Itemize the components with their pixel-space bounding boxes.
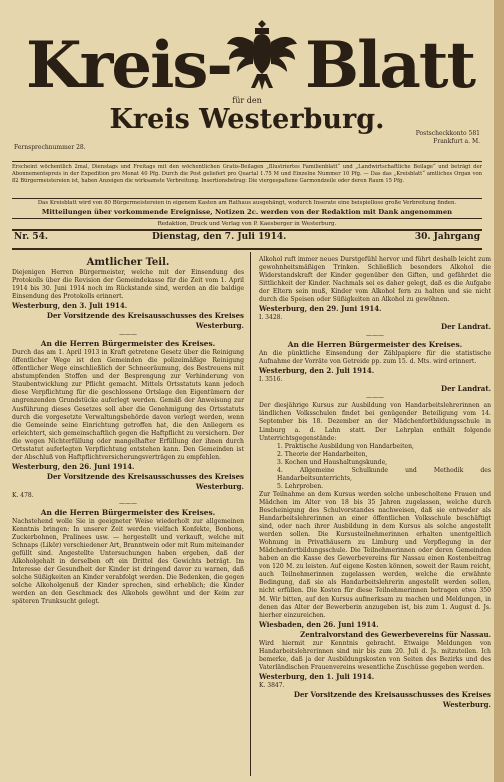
list-item: 2. Theorie der Handarbeiten,: [277, 450, 368, 458]
article-signature: Der Vorsitzende des Kreisausschusses des Kreises Westerburg.: [46, 471, 244, 491]
article-date: Westerburg, den 1. Juli 1914.: [259, 671, 375, 681]
reference-number: K. 478.: [12, 491, 34, 499]
postcheck-info: [416, 130, 480, 146]
divider: [12, 198, 482, 199]
postcheck-line-1: Postscheckkonto 581: [415, 130, 480, 137]
issue-volume: 30. Jahrgang: [414, 232, 480, 242]
list-item: 4. Allgemeine Schulkunde und Methodik des Handarbeitsunterrichts,: [277, 466, 491, 482]
section-title: Amtlicher Teil.: [86, 257, 170, 268]
article-date: Westerburg, den 2. Juli 1914.: [259, 366, 375, 376]
article-text: Nachstehend wolle Sie in geeigneter Weise wiederholt zur allgemeinen Kenntnis bringen: In unserer Zeit werden vielfach Konfekte, Bonbons, Zuckerbohnen, Pralinees usw. — hergestellt und verkauft, welche mit Schnaps (Likör) verschiedener Art, Branntwein oder mit Rum miteinander gefüllt sind. Angestellte Untersuchungen haben ergeben, daß der Alkoholgehalt in derselben oft ein Drittel des Gewichts beträgt. Im Interesse der Gesundheit der Kinder ist dringend davor zu warnen, daß solche Süßigkeiten an Kinder verabfolgt werden. Die Bedenken, die gegen solche Alkoholgenuß der Kinder sprechen, sind erheblich; die Kinder werden an den Geschmack des Alkohols gewöhnt und der Keim zur späteren Trunksucht gelegt.: [12, 517, 244, 606]
curriculum-list: [259, 443, 491, 491]
divider: [12, 229, 482, 231]
article-signature: Zentralvorstand des Gewerbevereins für Nassau.: [300, 629, 491, 639]
article-heading: An die Herren Bürgermeister des Kreises.: [40, 339, 216, 349]
article-text: Der diesjährige Kursus zur Ausbildung von Handarbeitslehrerinnen an ländlichen Volksschulen findet bei genügender Beteiligung vom 14. September bis 18. Dezember an der Mädchenfortbildungsschule in Limburg a. d. Lahn statt. Der Lehrplan enthält folgende Unterrichtsgegenstände:: [259, 402, 491, 442]
list-item: 3. Kochen und Haushaltungskunde,: [277, 458, 388, 466]
separator-text: ———: [119, 331, 137, 339]
divider: [12, 161, 482, 162]
notice-line: Das Kreisblatt wird von 80 Bürgermeistereien in eigenem Kasten am Rathaus ausgehängt, wodurch Inserate eine beispiellose große Verbreitung finden.: [37, 200, 457, 206]
motto-line: Mitteilungen über vorkommende Ereignisse, Notizen 2c. werden von der Redaktion mit Dank angenommen: [41, 208, 453, 216]
issue-row: [12, 232, 482, 246]
left-column: [12, 256, 244, 776]
list-item: 5. Lehrproben.: [277, 482, 324, 490]
right-column: [259, 256, 491, 776]
article-date: Westerburg, den 26. Juni 1914.: [12, 461, 135, 471]
separator-text: ———: [366, 332, 384, 340]
prussian-eagle-icon: [227, 14, 297, 98]
article-text: Diejenigen Herren Bürgermeister, welche mit der Einsendung des Protokolls über die Revision der Gemeindekasse für die Zeit vom 1. April 1914 bis 30. Juni 1914 noch im Rückstande sind, werden an die baldige Einsendung des Protokolls erinnert.: [12, 269, 244, 301]
phone-number: Fernsprechnummer 28.: [14, 144, 86, 151]
reference-number: I. 3428.: [259, 314, 283, 322]
list-item: 1. Praktische Ausbildung von Handarbeiten,: [277, 442, 414, 450]
article-signature: Der Landrat.: [441, 322, 491, 332]
divider: [12, 218, 482, 219]
masthead-fuer-den: für den: [232, 96, 262, 105]
article-signature: Der Landrat.: [441, 384, 491, 394]
masthead-subtitle: Kreis Westerburg.: [109, 104, 385, 135]
article-text: Wird hiermit zur Kenntnis gebracht. Etwaige Meldungen von Handarbeitslehrerinnen sind mir bis zum 20. Juli d. Js. mitzuteilen. Ich bemerke, daß ja der Ausbildungskosten von Seiten des Bezirks und des Vaterländischen Frauenvereins wesentliche Zuschüsse gegeben werden.: [259, 639, 491, 671]
column-divider: [250, 252, 251, 776]
reference-number: I. 3516.: [259, 376, 283, 384]
imprint-line: Redaktion, Druck und Verlag von P. Kaesberger in Westerburg.: [157, 221, 337, 227]
postcheck-line-2: Frankfurt a. M.: [433, 138, 480, 145]
separator-text: ———: [366, 394, 384, 402]
article-signature: Der Vorsitzende des Kreisausschusses des Kreises Westerburg.: [46, 311, 244, 331]
article-text: Zur Teilnahme an dem Kursus werden solche unbescholtene Frauen und Mädchen im Alter von 18 bis 35 Jahren zugelassen, welche durch Bescheinigung des Schulvorstandes nachweisen, daß sie entweder als Handarbeitslehrerinnen an einer öffentlichen Volksschule beschäftigt sind, oder nach ihrer Ausbildung in dem Kursus als solche angestellt werden sollen. Die Kursusteilnehmerinnen erhalten unentgeltlich Wohnung in Privathäusern zu Limburg und Verpflegung in der Mädchenfortbildungsschule. Die Teilnehmerinnen oder deren Gemeinden haben an die Kasse des Gewerbevereins für Nassau einen Kostenbeitrag von 120 M. zu leisten. Auf eigene Kosten können, soweit der Raum reicht, auch Teilnehmerinnen zugelassen werden, welche die erwähnte Bedingung, daß sie als Handarbeitslehrerin angestellt werden sollen, nicht erfüllen. Die Kosten für diese Teilnehmerinnen betragen etwa 350 M. Wir bitten, auf den Kursus aufmerksam zu machen und Meldungen, in denen das Alter der Bewerberin anzugeben ist, bis zum 1. August d. Js. hierher einzureichen.: [259, 490, 491, 619]
masthead-title-right: Blatt: [305, 28, 474, 103]
article-text: Durch das am 1. April 1913 in Kraft getretene Gesetz über die Reinigung öffentlicher Wege ist den Gemeinden die polizeimäßige Reinigung öffentlicher Wege einschließlich der Schneeräumung, des Bestreuens mit abstumpfenden Stoffen und der Besprengung zur Verhinderung von Staubentwicklung zur Pflicht gemacht. Mittels Ortsstatuts kann jedoch diese Verpflichtung für die geschlossene Ortslage den Eigentümern der angrenzenden Grundstücke auferlegt werden. Gemäß der Anweisung zur Ausführung dieses Gesetzes soll aber die Genehmigung des Ortsstatuts durch die vorgesetzte Verwaltungsbehörde davon verlegt werden, wenn die Gemeinde seine Einrichtung getroffen hat, die den Anliegern es erleichtert, sich gemeinschaftlich gegen die Haftpflicht zu versichern. Der die wegen Nichterfüllung oder mangelhafter Erfüllung der ihnen durch Ortsstatut auferlegten Verpflichtung entstehen kann. Den Gemeinden ist der Abschluß von Haftpflichtversicherungsverträgen zu empfehlen.: [12, 349, 244, 461]
reference-number: K. 3847.: [259, 681, 285, 689]
article-heading: An die Herren Bürgermeister des Kreises.: [40, 507, 216, 517]
article-text: Alkohol ruft immer neues Durstgefühl hervor und führt deshalb leicht zum gewohnheitsmäßigen Trinken. Schließlich besonders Alkohol die Widerstandskraft der Kinder gegenüber den Giften, und gefährdet die Sittlichkeit der Kinder. Nachmals sei es daher gelegt, daß es die Aufgabe der Eltern sein muß, Kinder vom Alkohol fern zu halten und sie nicht durch die Speisen oder Süßigkeiten an Alkohol zu gewöhnen.: [259, 256, 491, 304]
masthead-title-left: Kreis-: [26, 28, 231, 103]
subscription-info: Erscheint wöchentlich 2mal, Dienstags und Freitags mit den wöchentlichen Gratis-Beilagen „Illustriertes Familienblatt“ und „Landwirtschaftliche Beilage“ und beträgt der Abonnementspreis in der Expedition pro Monat 40 Pfg. Durch die Post geliefert pro Quartal 1.75 M und Einzelne Nummer 10 Pfg. — Das das „Kreisblatt“ amtliches Organ von 82 Bürgermeistereien ist, haben Anzeigen die wirksamste Verbreitung. Insertionsbetrag: Die viergespaltene Garmondzeile oder deren Raum 15 Pfg.: [12, 164, 482, 184]
article-date: Wiesbaden, den 26. Juni 1914.: [259, 619, 379, 629]
issue-number: Nr. 54.: [14, 232, 49, 242]
article-date: Westerburg, den 29. Juni 1914.: [259, 304, 382, 314]
separator-text: ———: [119, 499, 137, 507]
divider: [12, 248, 482, 250]
masthead: [12, 0, 482, 156]
issue-date: Dienstag, den 7. Juli 1914.: [152, 232, 287, 242]
article-heading: An die Herren Bürgermeister des Kreises.: [287, 340, 463, 350]
article-signature: Der Vorsitzende des Kreisausschusses des Kreises Westerburg.: [293, 689, 491, 709]
article-date: Westerburg, den 3. Juli 1914.: [12, 301, 128, 311]
article-text: An die pünktliche Einsendung der Zählpapiere für die statistische Aufnahme der Vorräte von Getreide pp. zum 15. d. Mts. wird erinnert.: [259, 350, 491, 366]
